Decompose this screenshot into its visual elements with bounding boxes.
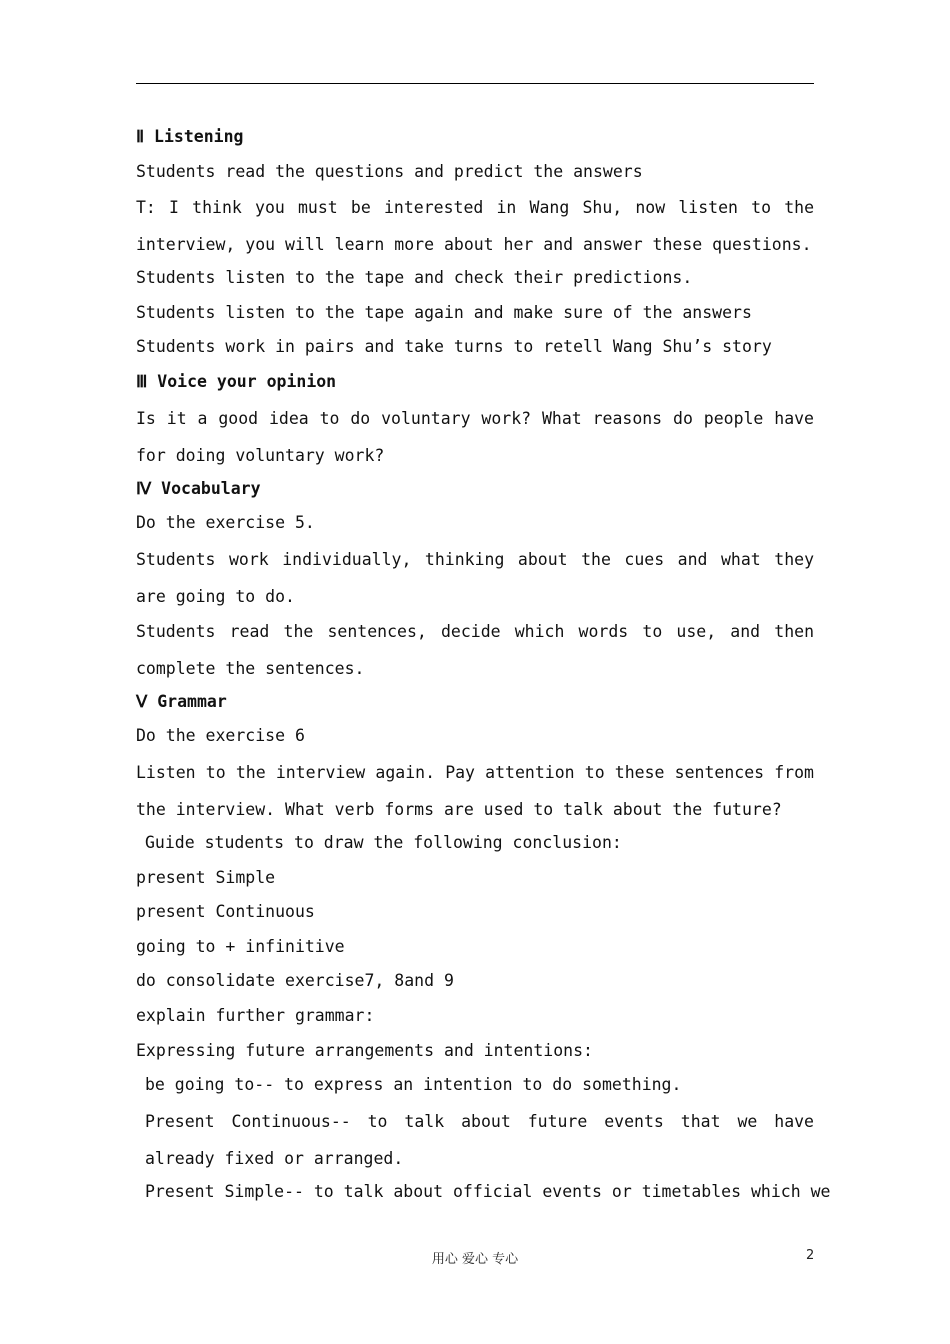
section-heading-voice-your-opinion: Ⅲ Voice your opinion — [136, 371, 337, 391]
paragraph: Students read the sentences, decide which words to use, and then complete the sentences. — [136, 621, 814, 678]
paragraph: Listen to the interview again. Pay attention to these sentences from the interview. What verb forms are used to talk about the future? — [136, 762, 814, 819]
paragraph: Expressing future arrangements and intentions: — [136, 1040, 593, 1060]
paragraph: T: I think you must be interested in Wang Shu, now listen to the interview, you will learn more about her and answer these questions. — [136, 198, 814, 255]
paragraph: Is it a good idea to do voluntary work? What reasons do people have for doing voluntary work? — [136, 408, 814, 465]
paragraph: Students listen to the tape again and make sure of the answers — [136, 302, 752, 322]
paragraph: Present Simple-- to talk about official events or timetables which we — [145, 1181, 831, 1201]
paragraph: Do the exercise 5. — [136, 513, 315, 533]
paragraph: Students read the questions and predict the answers — [136, 161, 643, 181]
footer-motto: 用心 爱心 专心 — [431, 1252, 519, 1267]
list-item: going to + infinitive — [136, 936, 345, 956]
paragraph: be going to-- to express an intention to do something. — [145, 1075, 682, 1095]
paragraph: Students work in pairs and take turns to retell Wang Shu’s story — [136, 337, 772, 357]
paragraph: do consolidate exercise7, 8and 9 — [136, 971, 454, 991]
paragraph: explain further grammar: — [136, 1005, 375, 1025]
header-rule — [136, 83, 814, 84]
paragraph: Guide students to draw the following conclusion: — [145, 832, 622, 852]
page-number: 2 — [806, 1248, 815, 1263]
document-body — [136, 120, 831, 1209]
paragraph: Students listen to the tape and check their predictions. — [136, 268, 693, 288]
list-item: present Continuous — [136, 902, 315, 922]
section-heading-vocabulary: Ⅳ Vocabulary — [136, 478, 261, 498]
paragraph: Present Continuous-- to talk about future events that we have already fixed or arranged. — [145, 1111, 814, 1168]
paragraph: Students work individually, thinking about the cues and what they are going to do. — [136, 549, 814, 606]
section-heading-grammar: Ⅴ Grammar — [136, 691, 227, 711]
list-item: present Simple — [136, 867, 276, 887]
paragraph: Do the exercise 6 — [136, 726, 305, 746]
section-heading-listening: Ⅱ Listening — [136, 127, 244, 146]
